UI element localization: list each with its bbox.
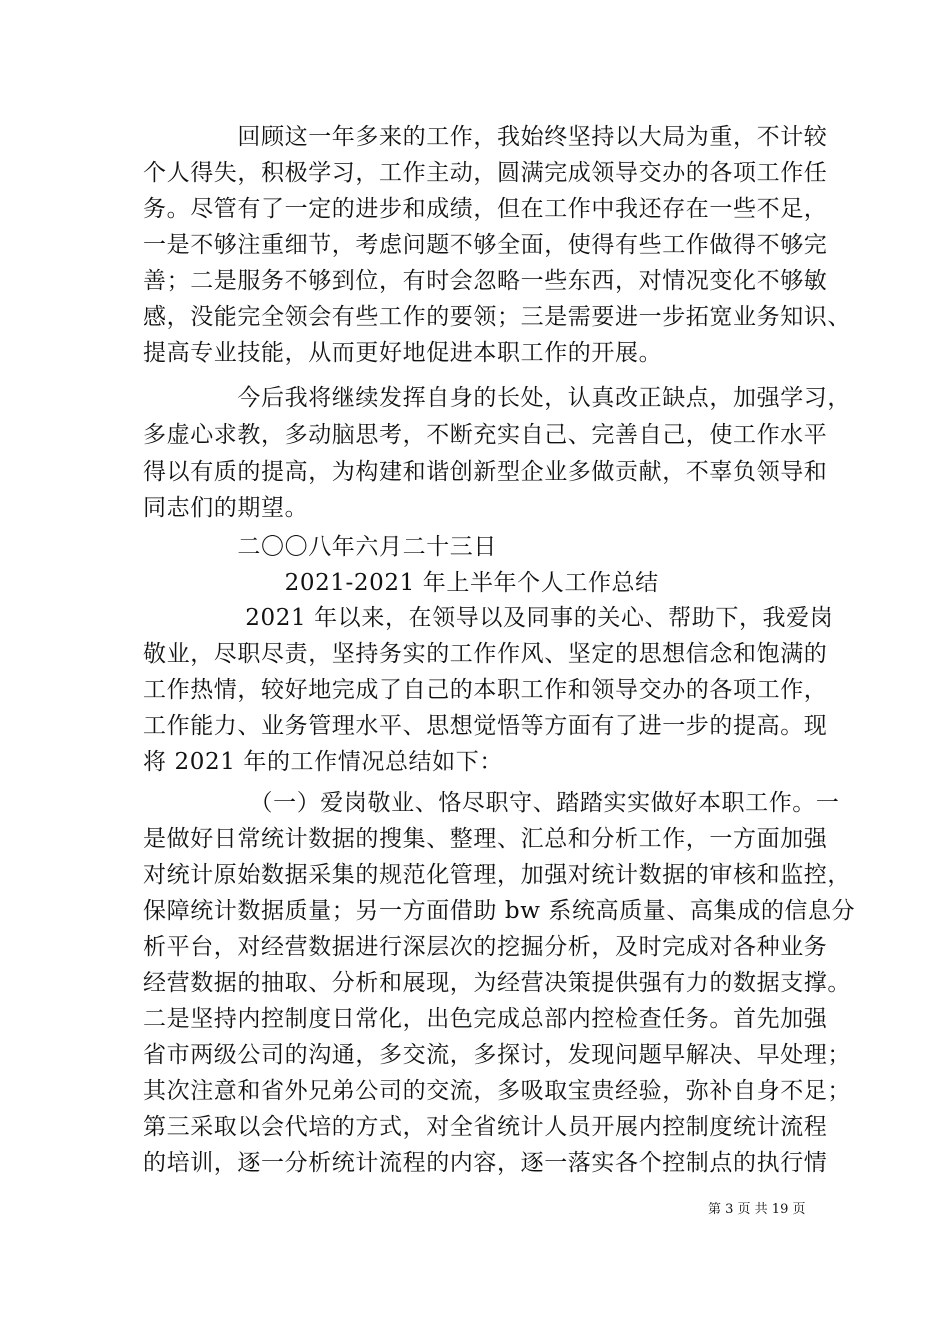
text-line: 一是不够注重细节，考虑问题不够全面，使得有些工作做得不够完 xyxy=(143,232,828,258)
text-line: 保障统计数据质量；另一方面借助 bw 系统高质量、高集成的信息分 xyxy=(143,898,856,924)
text-line: 提高专业技能，从而更好地促进本职工作的开展。 xyxy=(143,340,663,366)
text-line: 个人得失，积极学习，工作主动，圆满完成领导交办的各项工作任 xyxy=(143,160,828,186)
text-line: 将 2021 年的工作情况总结如下： xyxy=(143,749,503,775)
text-line: 工作热情，较好地完成了自己的本职工作和领导交办的各项工作， xyxy=(143,677,828,703)
page-number: 第 3 页 共 19 页 xyxy=(708,1202,806,1217)
text-line: 经营数据的抽取、分析和展现，为经营决策提供强有力的数据支撑。 xyxy=(143,970,851,996)
text-line: （一）爱岗敬业、恪尽职守、踏踏实实做好本职工作。一 xyxy=(143,790,840,816)
section-title: 2021-2021 年上半年个人工作总结 xyxy=(143,570,659,596)
text-line: 善；二是服务不够到位，有时会忽略一些东西，对情况变化不够敏 xyxy=(143,268,828,294)
signature-date: 二〇〇八年六月二十三日 xyxy=(143,534,497,560)
text-line: 务。尽管有了一定的进步和成绩，但在工作中我还存在一些不足， xyxy=(143,196,828,222)
text-line: 工作能力、业务管理水平、思想觉悟等方面有了进一步的提高。现 xyxy=(143,713,828,739)
text-line: 敬业，尽职尽责，坚持务实的工作作风、坚定的思想信念和饱满的 xyxy=(143,641,828,667)
text-line: 对统计原始数据采集的规范化管理，加强对统计数据的审核和监控， xyxy=(143,862,851,888)
text-line: 同志们的期望。 xyxy=(143,495,309,521)
text-line: 析平台，对经营数据进行深层次的挖掘分析，及时完成对各种业务 xyxy=(143,934,828,960)
text-line: 省市两级公司的沟通，多交流，多探讨，发现问题早解决、早处理； xyxy=(143,1042,851,1068)
text-line: 感，没能完全领会有些工作的要领；三是需要进一步拓宽业务知识、 xyxy=(143,304,851,330)
text-line: 多虚心求教，多动脑思考，不断充实自己、完善自己，使工作水平 xyxy=(143,422,828,448)
text-line: 今后我将继续发挥自身的长处，认真改正缺点，加强学习， xyxy=(143,385,851,411)
text-line: 是做好日常统计数据的搜集、整理、汇总和分析工作，一方面加强 xyxy=(143,826,828,852)
text-line: 回顾这一年多来的工作，我始终坚持以大局为重，不计较 xyxy=(143,124,828,150)
text-line: 得以有质的提高，为构建和谐创新型企业多做贡献，不辜负领导和 xyxy=(143,459,828,485)
text-line: 二是坚持内控制度日常化，出色完成总部内控检查任务。首先加强 xyxy=(143,1006,828,1032)
text-line: 2021 年以来，在领导以及同事的关心、帮助下，我爱岗 xyxy=(143,605,834,631)
text-line: 其次注意和省外兄弟公司的交流，多吸取宝贵经验，弥补自身不足； xyxy=(143,1078,851,1104)
text-line: 的培训，逐一分析统计流程的内容，逐一落实各个控制点的执行情 xyxy=(143,1150,828,1176)
text-line: 第三采取以会代培的方式，对全省统计人员开展内控制度统计流程 xyxy=(143,1114,828,1140)
